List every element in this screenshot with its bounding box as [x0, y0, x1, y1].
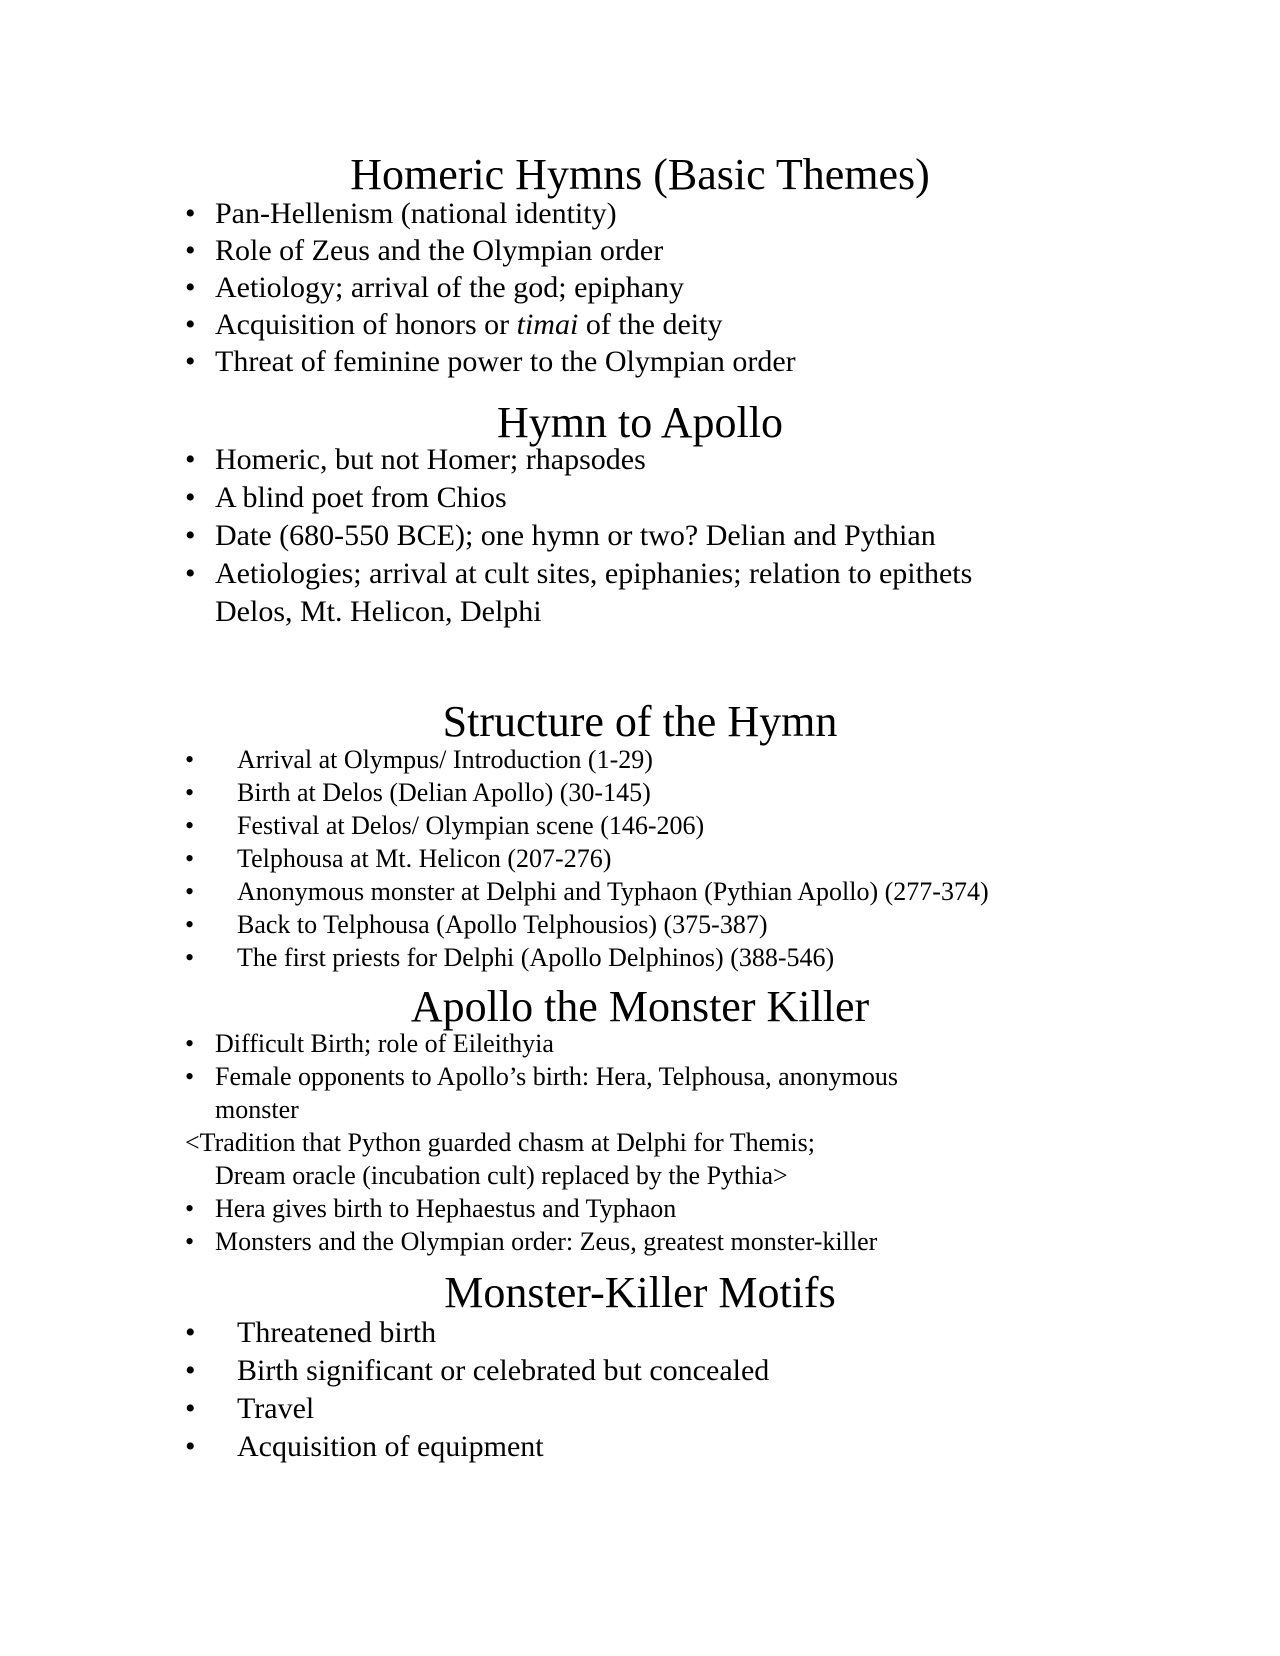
bullet: • — [185, 1194, 195, 1223]
bullet: • — [185, 1354, 196, 1387]
bullet: • — [185, 811, 195, 840]
section-title-hymn-to-apollo: Hymn to Apollo — [496, 398, 784, 447]
list-item-continuation: monster — [215, 1095, 299, 1124]
bullet: • — [185, 1062, 195, 1091]
bullet: • — [185, 557, 196, 590]
bullet: • — [185, 844, 195, 873]
bullet: • — [185, 308, 196, 341]
bullet: • — [185, 481, 196, 514]
list-item-continuation: Delos, Mt. Helicon, Delphi — [215, 595, 542, 628]
bullet: • — [185, 910, 195, 939]
bullet: • — [185, 943, 195, 972]
section-title-monster-killer: Apollo the Monster Killer — [410, 982, 870, 1031]
bullet: • — [185, 519, 196, 552]
bullet: • — [185, 443, 196, 476]
bullet: • — [185, 745, 195, 774]
bullet: • — [185, 778, 195, 807]
bullet: • — [185, 234, 196, 267]
bullet: • — [185, 1227, 195, 1256]
note-line: <Tradition that Python guarded chasm at Delphi for Themis; — [185, 1128, 815, 1157]
section-title-basic-themes: Homeric Hymns (Basic Themes) — [350, 150, 930, 199]
bullet: • — [185, 1430, 196, 1463]
section-title-motifs: Monster-Killer Motifs — [444, 1268, 836, 1317]
bullet: • — [185, 1029, 195, 1058]
bullet: • — [185, 877, 195, 906]
note-line: Dream oracle (incubation cult) replaced by the Pythia> — [215, 1161, 788, 1190]
bullet: • — [185, 345, 196, 378]
bullet: • — [185, 1316, 196, 1349]
document-page: Homeric Hymns (Basic Themes) • Pan-Hellenism (national identity) • Role of Zeus and the Olympian order • Aetiology; arrival of the god; epiphany • Acquisition of honors or timai of the deity • Threat of feminine power to the Olympian order Hymn to Apollo • Homeric, but not Homer; rhapsodes • A blind poet from Chios • Date (680-550 BCE); one hymn or two? Delian and Pythian • Aetiologies; arrival at cult sites, epiphanies; relation to epithets Delos, Mt. Helicon, Delphi Structure of the Hymn • Arrival at Olympus/ Introduction (1-29) • Birth at Delos (Delian Apollo) (30-145) • Festival at Delos/ Olympian scene (146-206) • Telphousa at Mt. Helicon (207-276) • Anonymous monster at Delphi and Typhaon (Pythian Apollo) (277-374) • Back to Telphousa (Apollo Telphousios) (375-387) • The first priests for Delphi (Apollo Delphinos) (388-546) Apollo the Monster Killer • Difficult Birth; role of Eileithyia • Female opponents to Apollo’s birth: Hera, Telphousa, anonymous monster <Tradition that Python guarded chasm at Delphi for Themis; Dream oracle (incubation cult) replaced by the Pythia> • Hera gives birth to Hephaestus and Typhaon • Monsters and the Olympian order: Zeus, greatest monster-killer Monster-Killer Motifs • Threatened birth • Birth significant or celebrated but concealed • Travel • Acquisition of equipment — [0, 0, 1280, 1656]
italic-term: timai — [516, 308, 579, 341]
bullet: • — [185, 197, 196, 230]
bullet: • — [185, 271, 196, 304]
bullet: • — [185, 1392, 196, 1425]
section-title-structure: Structure of the Hymn — [442, 697, 838, 746]
